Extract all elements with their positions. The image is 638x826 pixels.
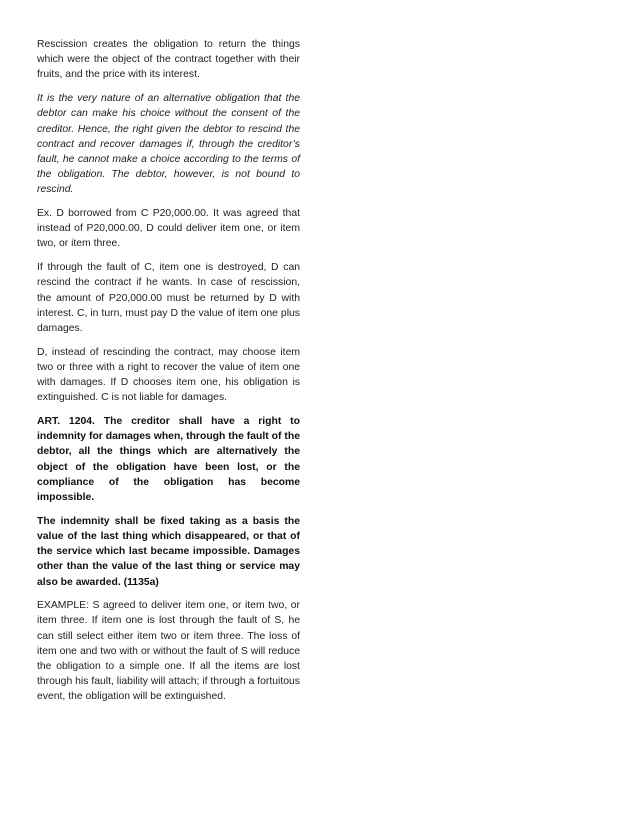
paragraph-example-choose-other-item: D, instead of rescinding the contract, may choose item two or three with a right to recover the value of item one with damages. If D chooses item one, his obligation is extinguished. C is not liable for damages.	[37, 346, 300, 404]
paragraph-example-fault-of-creditor: If through the fault of C, item one is destroyed, D can rescind the contract if he wants. In case of rescission, the amount of P20,000.00 must be returned by D with interest. C, in turn, must pay D the value of item one plus damages.	[37, 262, 300, 334]
paragraph-rescission: Rescission creates the obligation to return the things which were the object of the contract together with their fruits, and the price with its interest.	[37, 39, 300, 81]
paragraph-example-delivery: EXAMPLE: S agreed to deliver item one, or item two, or item three. If item one is lost through the fault of S, he can still select either item two or item three. The loss of item one and two with or without the fault of S will reduce the obligation to a simple one. If all the items are lost through his fault, liability will attach; if through a fortuitous event, the obligation will be extinguished.	[37, 600, 300, 703]
document-page	[37, 37, 300, 713]
paragraph-article-1204: ART. 1204. The creditor shall have a right to indemnity for damages when, through the fault of the debtor, all the things which are alternatively the object of the obligation have been lost, or the compliance of the obligation has become impossible.	[37, 415, 300, 503]
paragraph-example-borrowing: Ex. D borrowed from C P20,000.00. It was agreed that instead of P20,000.00, D could deliver item one, or item two, or item three.	[37, 208, 300, 250]
paragraph-article-1204-indemnity: The indemnity shall be fixed taking as a basis the value of the last thing which disappeared, or that of the service which last became impossible. Damages other than the value of the last thing or service may also be awarded. (1135a)	[37, 515, 300, 588]
paragraph-alternative-obligation-explanation: It is the very nature of an alternative obligation that the debtor can make his choice without the consent of the creditor. Hence, the right given the debtor to rescind the contract and recover damages if, through the creditor’s fault, he cannot make a choice according to the terms of the obligation. The debtor, however, is not bound to rescind.	[37, 93, 300, 196]
